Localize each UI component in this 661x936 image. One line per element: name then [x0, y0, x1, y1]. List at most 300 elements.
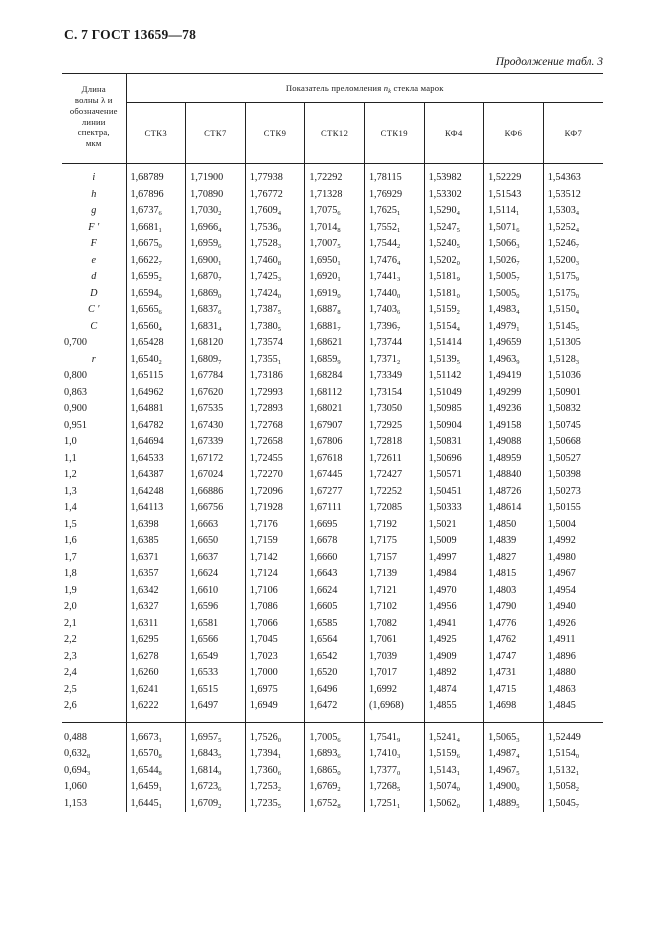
- index-value-cell: $1,5241_4$: [424, 722, 484, 746]
- index-value-cell: 1,4874: [424, 682, 484, 699]
- index-value-cell: $1,4889_5$: [484, 796, 544, 813]
- table-row: [62, 352, 603, 369]
- index-value-cell: $1,7410_3$: [364, 746, 424, 763]
- index-value-cell: $1,7552_1$: [364, 220, 424, 237]
- index-value-cell: 1,6278: [126, 649, 186, 666]
- index-value-cell: 1,68021: [305, 401, 365, 418]
- index-value-cell: 1,71928: [245, 500, 305, 517]
- label-header-line: линии: [81, 116, 106, 127]
- table-row: [62, 698, 603, 722]
- index-value-cell: $1,6459_1$: [126, 779, 186, 796]
- index-value-cell: $1,5132_1$: [543, 763, 603, 780]
- index-value-cell: 1,4925: [424, 632, 484, 649]
- index-value-cell: $1,5005_0$: [484, 286, 544, 303]
- index-value-cell: $1,7007_5$: [305, 236, 365, 253]
- index-value-cell: 1,6660: [305, 550, 365, 567]
- index-value-cell: 1,7159: [245, 533, 305, 550]
- index-value-cell: $1,5143_1$: [424, 763, 484, 780]
- index-value-cell: 1,73744: [364, 335, 424, 352]
- index-value-cell: $1,6544_8$: [126, 763, 186, 780]
- index-value-cell: $1,6560_4$: [126, 319, 186, 336]
- index-value-cell: 1,4850: [484, 517, 544, 534]
- index-value-cell: 1,72292: [305, 164, 365, 187]
- index-value-cell: 1,6472: [305, 698, 365, 722]
- index-value-cell: 1,6624: [305, 583, 365, 600]
- glass-grade-header: СТК19: [364, 103, 424, 164]
- index-value-cell: $1,7544_2$: [364, 236, 424, 253]
- index-value-cell: $1,4967_5$: [484, 763, 544, 780]
- index-value-cell: 1,49236: [484, 401, 544, 418]
- wavelength-label-cell: 1,1: [62, 451, 126, 468]
- index-value-cell: 1,67111: [305, 500, 365, 517]
- index-value-cell: 1,78115: [364, 164, 424, 187]
- index-value-cell: 1,49158: [484, 418, 544, 435]
- index-value-cell: $1,7253_2$: [245, 779, 305, 796]
- label-header-line: волны λ и: [74, 94, 113, 105]
- index-value-cell: $1,6709_2$: [186, 796, 246, 813]
- index-value-cell: 1,4827: [484, 550, 544, 567]
- index-value-cell: 1,4715: [484, 682, 544, 699]
- index-value-cell: 1,6342: [126, 583, 186, 600]
- index-value-cell: $1,7440_0$: [364, 286, 424, 303]
- index-value-cell: $1,6870_7$: [186, 269, 246, 286]
- index-value-cell: 1,50398: [543, 467, 603, 484]
- table-row: [62, 550, 603, 567]
- index-value-cell: 1,48840: [484, 467, 544, 484]
- index-value-cell: 1,50985: [424, 401, 484, 418]
- index-value-cell: 1,50696: [424, 451, 484, 468]
- wavelength-label-cell: 1,153: [62, 796, 126, 813]
- index-value-cell: $1,4900_0$: [484, 779, 544, 796]
- index-value-cell: 1,53302: [424, 187, 484, 204]
- index-value-cell: 1,72993: [245, 385, 305, 402]
- table-body-main: [62, 164, 603, 723]
- index-value-cell: $1,5154_0$: [543, 746, 603, 763]
- index-value-cell: $1,6865_0$: [305, 763, 365, 780]
- table-row: [62, 368, 603, 385]
- wavelength-label-cell: 0,951: [62, 418, 126, 435]
- wavelength-label-cell: d: [62, 269, 126, 286]
- glass-grade-header: КФ6: [484, 103, 544, 164]
- table-row: [62, 302, 603, 319]
- index-value-cell: 1,73050: [364, 401, 424, 418]
- index-value-cell: 1,6610: [186, 583, 246, 600]
- index-value-cell: 1,4803: [484, 583, 544, 600]
- index-value-cell: $1,7371_2$: [364, 352, 424, 369]
- wavelength-label-cell: 0,488: [62, 722, 126, 746]
- index-value-cell: $1,5074_0$: [424, 779, 484, 796]
- index-value-cell: $1,6959_6$: [186, 236, 246, 253]
- wavelength-label-cell: 2,3: [62, 649, 126, 666]
- wavelength-label-cell: g: [62, 203, 126, 220]
- wavelength-label-cell: F: [62, 236, 126, 253]
- wavelength-label-cell: 1,0: [62, 434, 126, 451]
- index-value-cell: $1,5005_7$: [484, 269, 544, 286]
- index-value-cell: 1,64533: [126, 451, 186, 468]
- index-value-cell: $1,6737_6$: [126, 203, 186, 220]
- table-row: [62, 451, 603, 468]
- index-value-cell: 1,6542: [305, 649, 365, 666]
- index-value-cell: $1,6540_2$: [126, 352, 186, 369]
- index-value-cell: 1,6260: [126, 665, 186, 682]
- index-value-cell: $1,7541_9$: [364, 722, 424, 746]
- table-row: [62, 796, 603, 813]
- index-value-cell: $1,6594_0$: [126, 286, 186, 303]
- index-value-cell: 1,7139: [364, 566, 424, 583]
- index-value-cell: $1,6752_8$: [305, 796, 365, 813]
- index-value-cell: 1,67896: [126, 187, 186, 204]
- index-value-cell: $1,6814_9$: [186, 763, 246, 780]
- index-value-cell: 1,6643: [305, 566, 365, 583]
- index-value-cell: $1,5252_4$: [543, 220, 603, 237]
- index-value-cell: $1,7355_1$: [245, 352, 305, 369]
- index-value-cell: 1,4880: [543, 665, 603, 682]
- index-value-cell: $1,7251_1$: [364, 796, 424, 813]
- index-value-cell: $1,7460_8$: [245, 253, 305, 270]
- index-value-cell: $1,5181_0$: [424, 286, 484, 303]
- index-value-cell: 1,4980: [543, 550, 603, 567]
- wavelength-label-cell: h: [62, 187, 126, 204]
- table-row: [62, 566, 603, 583]
- index-value-cell: 1,67784: [186, 368, 246, 385]
- index-value-cell: $1,5303_4$: [543, 203, 603, 220]
- index-value-cell: 1,5009: [424, 533, 484, 550]
- table-row: [62, 722, 603, 746]
- index-value-cell: $1,7526_0$: [245, 722, 305, 746]
- index-value-cell: 1,71900: [186, 164, 246, 187]
- index-value-cell: 1,7061: [364, 632, 424, 649]
- index-value-cell: 1,6515: [186, 682, 246, 699]
- index-value-cell: 1,68621: [305, 335, 365, 352]
- index-value-cell: 1,49299: [484, 385, 544, 402]
- index-value-cell: $1,6769_2$: [305, 779, 365, 796]
- index-value-cell: 1,49659: [484, 335, 544, 352]
- index-value-cell: 1,4896: [543, 649, 603, 666]
- index-value-cell: 1,50333: [424, 500, 484, 517]
- index-value-cell: 1,71328: [305, 187, 365, 204]
- index-value-cell: 1,72611: [364, 451, 424, 468]
- index-value-cell: 1,6975: [245, 682, 305, 699]
- table-row: [62, 253, 603, 270]
- index-value-cell: 1,50901: [543, 385, 603, 402]
- wavelength-label-cell: 0,700: [62, 335, 126, 352]
- index-value-cell: $1,6831_4$: [186, 319, 246, 336]
- index-value-cell: $1,7030_2$: [186, 203, 246, 220]
- index-value-cell: 1,50451: [424, 484, 484, 501]
- index-value-cell: 1,4731: [484, 665, 544, 682]
- index-value-cell: 1,52449: [543, 722, 603, 746]
- index-value-cell: 1,64881: [126, 401, 186, 418]
- index-value-cell: 1,6992: [364, 682, 424, 699]
- index-value-cell: 1,51543: [484, 187, 544, 204]
- index-value-cell: $1,6837_6$: [186, 302, 246, 319]
- table-row: [62, 319, 603, 336]
- index-value-cell: $1,7377_0$: [364, 763, 424, 780]
- table-row: [62, 269, 603, 286]
- index-value-cell: 1,4698: [484, 698, 544, 722]
- index-value-cell: 1,6327: [126, 599, 186, 616]
- index-value-cell: 1,7066: [245, 616, 305, 633]
- index-value-cell: $1,6622_7$: [126, 253, 186, 270]
- index-value-cell: $1,5200_3$: [543, 253, 603, 270]
- refractive-index-table: [62, 73, 603, 812]
- index-value-cell: $1,5240_5$: [424, 236, 484, 253]
- table-row: [62, 418, 603, 435]
- index-value-cell: $1,6920_1$: [305, 269, 365, 286]
- glass-grade-header: СТК3: [126, 103, 186, 164]
- table-row: [62, 500, 603, 517]
- index-value-cell: 1,4997: [424, 550, 484, 567]
- index-value-cell: 1,6311: [126, 616, 186, 633]
- index-value-cell: $1,7005_6$: [305, 722, 365, 746]
- wavelength-label-cell: 0,800: [62, 368, 126, 385]
- index-value-cell: 1,51036: [543, 368, 603, 385]
- index-value-cell: 1,72893: [245, 401, 305, 418]
- index-value-cell: 1,50273: [543, 484, 603, 501]
- index-value-cell: 1,70890: [186, 187, 246, 204]
- index-value-cell: 1,72427: [364, 467, 424, 484]
- index-value-cell: 1,54363: [543, 164, 603, 187]
- index-value-cell: 1,4941: [424, 616, 484, 633]
- table-row: [62, 746, 603, 763]
- index-value-cell: 1,67445: [305, 467, 365, 484]
- index-value-cell: 1,50904: [424, 418, 484, 435]
- index-value-cell: 1,6585: [305, 616, 365, 633]
- index-value-cell: $1,5181_9$: [424, 269, 484, 286]
- index-value-cell: 1,7045: [245, 632, 305, 649]
- wavelength-label-cell: 0,900: [62, 401, 126, 418]
- index-value-cell: 1,72252: [364, 484, 424, 501]
- index-value-cell: 1,6566: [186, 632, 246, 649]
- label-header-line: мкм: [85, 138, 102, 149]
- wavelength-label-cell: 2,1: [62, 616, 126, 633]
- index-value-cell: 1,66756: [186, 500, 246, 517]
- index-value-cell: 1,7106: [245, 583, 305, 600]
- index-value-cell: 1,67620: [186, 385, 246, 402]
- index-value-cell: 1,7142: [245, 550, 305, 567]
- index-value-cell: 1,51305: [543, 335, 603, 352]
- page-header-label: С. 7 ГОСТ 13659—78: [64, 27, 197, 42]
- wavelength-label-cell: F ′: [62, 220, 126, 237]
- index-value-cell: 1,67172: [186, 451, 246, 468]
- index-value-cell: 1,72455: [245, 451, 305, 468]
- index-value-cell: 1,48614: [484, 500, 544, 517]
- index-value-cell: 1,52229: [484, 164, 544, 187]
- index-value-cell: $1,5045_7$: [543, 796, 603, 813]
- index-value-cell: 1,6533: [186, 665, 246, 682]
- index-value-cell: 1,77938: [245, 164, 305, 187]
- wavelength-label-cell: 1,3: [62, 484, 126, 501]
- index-value-cell: 1,5004: [543, 517, 603, 534]
- index-value-cell: 1,4911: [543, 632, 603, 649]
- table-row: [62, 467, 603, 484]
- index-value-cell: 1,7124: [245, 566, 305, 583]
- index-value-cell: 1,68789: [126, 164, 186, 187]
- index-value-cell: 1,67535: [186, 401, 246, 418]
- index-value-cell: 1,6624: [186, 566, 246, 583]
- index-value-cell: 1,4747: [484, 649, 544, 666]
- index-value-cell: 1,4762: [484, 632, 544, 649]
- index-value-cell: $1,7387_5$: [245, 302, 305, 319]
- index-value-cell: $1,4963_9$: [484, 352, 544, 369]
- index-value-cell: $1,6809_7$: [186, 352, 246, 369]
- index-value-cell: 1,4992: [543, 533, 603, 550]
- index-value-cell: 1,67277: [305, 484, 365, 501]
- table-row: [62, 220, 603, 237]
- index-value-cell: 1,6695: [305, 517, 365, 534]
- index-value-cell: $1,6565_6$: [126, 302, 186, 319]
- index-value-cell: 1,73154: [364, 385, 424, 402]
- index-value-cell: $1,5150_4$: [543, 302, 603, 319]
- index-value-cell: 1,53512: [543, 187, 603, 204]
- table-row: [62, 335, 603, 352]
- index-value-cell: $1,6881_7$: [305, 319, 365, 336]
- index-value-cell: 1,4956: [424, 599, 484, 616]
- table-row: [62, 616, 603, 633]
- index-value-cell: $1,6893_6$: [305, 746, 365, 763]
- index-value-cell: 1,4984: [424, 566, 484, 583]
- index-value-cell: 1,7082: [364, 616, 424, 633]
- index-value-cell: $1,6723_6$: [186, 779, 246, 796]
- index-value-cell: 1,76929: [364, 187, 424, 204]
- index-value-cell: $1,7536_9$: [245, 220, 305, 237]
- index-value-cell: $1,5159_2$: [424, 302, 484, 319]
- wavelength-label-cell: 1,5: [62, 517, 126, 534]
- index-value-cell: $1,7396_7$: [364, 319, 424, 336]
- wavelength-label-cell: C: [62, 319, 126, 336]
- wavelength-label-cell: $0,632_8$: [62, 746, 126, 763]
- index-value-cell: $1,5139_5$: [424, 352, 484, 369]
- index-value-cell: 1,6357: [126, 566, 186, 583]
- index-value-cell: $1,7360_6$: [245, 763, 305, 780]
- index-value-cell: $1,6859_9$: [305, 352, 365, 369]
- index-value-cell: 1,50745: [543, 418, 603, 435]
- index-value-cell: 1,68284: [305, 368, 365, 385]
- index-value-cell: $1,6445_1$: [126, 796, 186, 813]
- label-header-line: обозначение: [69, 105, 118, 116]
- wavelength-label-cell: 2,5: [62, 682, 126, 699]
- wavelength-label-cell: 1,060: [62, 779, 126, 796]
- index-value-cell: $1,5062_0$: [424, 796, 484, 813]
- index-value-cell: 1,6650: [186, 533, 246, 550]
- index-value-cell: 1,6637: [186, 550, 246, 567]
- table-row: [62, 164, 603, 187]
- index-value-cell: $1,5026_7$: [484, 253, 544, 270]
- index-value-cell: 1,50155: [543, 500, 603, 517]
- table-row: [62, 203, 603, 220]
- wavelength-label-cell: C ′: [62, 302, 126, 319]
- index-value-cell: $1,7424_0$: [245, 286, 305, 303]
- index-value-cell: 1,6596: [186, 599, 246, 616]
- wavelength-label-cell: 1,8: [62, 566, 126, 583]
- index-value-cell: 1,5021: [424, 517, 484, 534]
- table-row: [62, 649, 603, 666]
- index-value-cell: 1,50527: [543, 451, 603, 468]
- index-value-cell: $1,6919_0$: [305, 286, 365, 303]
- glass-grade-header-row: [62, 103, 603, 164]
- index-value-cell: $1,4983_4$: [484, 302, 544, 319]
- index-value-cell: 1,4776: [484, 616, 544, 633]
- table-row: [62, 665, 603, 682]
- label-header-line: спектра,: [77, 127, 110, 138]
- index-value-cell: $1,5246_7$: [543, 236, 603, 253]
- index-value-cell: 1,72818: [364, 434, 424, 451]
- index-value-cell: 1,6605: [305, 599, 365, 616]
- index-value-cell: 1,7023: [245, 649, 305, 666]
- wavelength-label-cell: 1,7: [62, 550, 126, 567]
- glass-grade-header: СТК9: [245, 103, 305, 164]
- table-row: [62, 236, 603, 253]
- index-value-cell: $1,5128_3$: [543, 352, 603, 369]
- index-value-cell: $1,6843_5$: [186, 746, 246, 763]
- table-continuation-caption: Продолжение табл. 3: [495, 56, 603, 68]
- table-body-laser-lines: [62, 722, 603, 812]
- index-value-cell: 1,64782: [126, 418, 186, 435]
- table-row: [62, 599, 603, 616]
- index-value-cell: $1,7528_3$: [245, 236, 305, 253]
- index-value-cell: $1,6900_1$: [186, 253, 246, 270]
- index-value-cell: $1,5247_5$: [424, 220, 484, 237]
- index-value-cell: $1,6595_2$: [126, 269, 186, 286]
- index-value-cell: $1,5154_4$: [424, 319, 484, 336]
- index-value-cell: 1,4855: [424, 698, 484, 722]
- index-value-cell: 1,72925: [364, 418, 424, 435]
- index-value-cell: 1,64387: [126, 467, 186, 484]
- index-value-cell: 1,7192: [364, 517, 424, 534]
- index-value-cell: $1,5065_3$: [484, 722, 544, 746]
- wavelength-label-cell: 1,6: [62, 533, 126, 550]
- index-value-cell: 1,6678: [305, 533, 365, 550]
- index-value-cell: 1,64248: [126, 484, 186, 501]
- index-value-cell: 1,7175: [364, 533, 424, 550]
- index-value-cell: $1,5290_4$: [424, 203, 484, 220]
- index-value-cell: 1,6549: [186, 649, 246, 666]
- index-value-cell: 1,68120: [186, 335, 246, 352]
- wavelength-label-cell: i: [62, 164, 126, 187]
- index-value-cell: 1,67618: [305, 451, 365, 468]
- index-value-cell: 1,67430: [186, 418, 246, 435]
- index-value-cell: 1,49419: [484, 368, 544, 385]
- index-value-cell: 1,6564: [305, 632, 365, 649]
- index-value-cell: 1,4815: [484, 566, 544, 583]
- index-value-cell: $1,4979_1$: [484, 319, 544, 336]
- index-value-cell: $1,7403_6$: [364, 302, 424, 319]
- index-value-cell: $1,7268_5$: [364, 779, 424, 796]
- index-value-cell: 1,7086: [245, 599, 305, 616]
- wavelength-label-cell: D: [62, 286, 126, 303]
- index-value-cell: 1,4909: [424, 649, 484, 666]
- index-value-cell: $1,6957_5$: [186, 722, 246, 746]
- table-row: [62, 286, 603, 303]
- index-value-cell: 1,6222: [126, 698, 186, 722]
- index-value-cell: 1,68112: [305, 385, 365, 402]
- index-value-cell: 1,66886: [186, 484, 246, 501]
- index-value-cell: (1,6968): [364, 698, 424, 722]
- group-column-header: Показатель преломления $n_k$ стекла марок: [126, 74, 603, 103]
- glass-grade-header: СТК7: [186, 103, 246, 164]
- index-value-cell: 1,6371: [126, 550, 186, 567]
- wavelength-label-cell: e: [62, 253, 126, 270]
- index-value-cell: $1,5175_0$: [543, 286, 603, 303]
- wavelength-label-cell: 2,4: [62, 665, 126, 682]
- index-value-cell: 1,50668: [543, 434, 603, 451]
- index-value-cell: 1,64694: [126, 434, 186, 451]
- index-value-cell: $1,5159_6$: [424, 746, 484, 763]
- index-value-cell: $1,7625_1$: [364, 203, 424, 220]
- index-value-cell: 1,72768: [245, 418, 305, 435]
- index-value-cell: $1,5145_5$: [543, 319, 603, 336]
- index-value-cell: 1,64962: [126, 385, 186, 402]
